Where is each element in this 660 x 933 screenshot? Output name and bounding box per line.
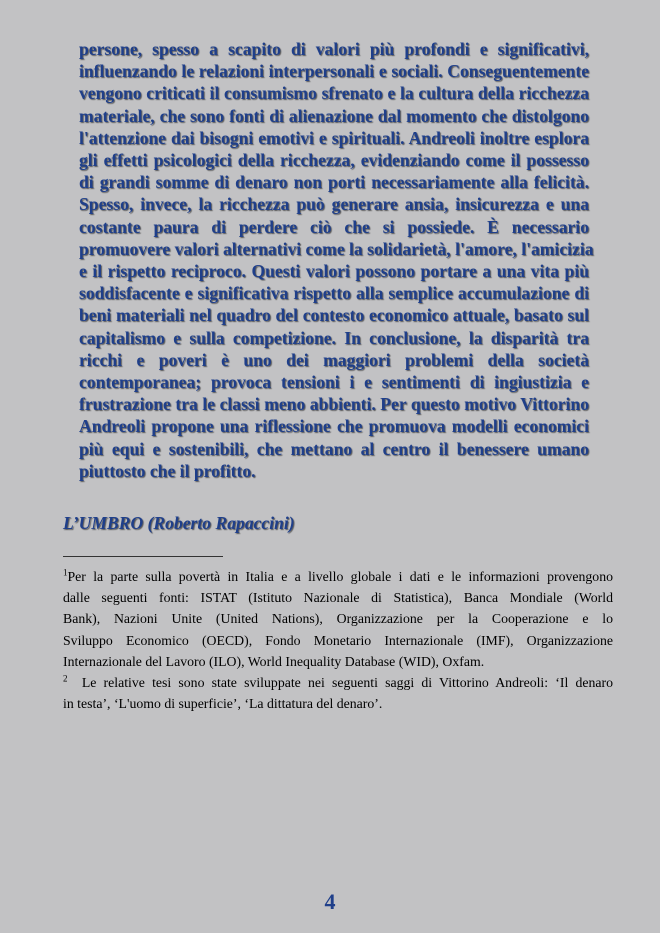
body-line: piuttosto che il profitto. <box>79 460 256 481</box>
footnotes <box>63 566 613 714</box>
body-line: ricchi e poveri è uno dei maggiori problemi della società <box>79 349 589 370</box>
body-line: di grandi somme di denaro non porti necessariamente alla felicità. <box>79 172 589 193</box>
body-line: capitalismo e sulla competizione. In conclusione, la disparità tra <box>79 327 589 348</box>
body-line: soddisfacente e significativa rispetto alla semplice accumulazione di <box>79 283 589 304</box>
footnote-separator <box>63 556 223 557</box>
body-line: costante paura di perdere ciò che si possiede. È necessario <box>79 216 589 237</box>
body-line: Andreoli propone una riflessione che promuova modelli economici <box>79 416 589 437</box>
body-line: frustrazione tra le classi meno abbienti. Per questo motivo Vittorino <box>79 394 589 415</box>
body-text <box>79 38 594 482</box>
footnote-line: Per la parte sulla povertà in Italia e a livello globale i dati e le informazioni provengono <box>67 569 613 584</box>
body-line: gli effetti psicologici della ricchezza, evidenziando come il possesso <box>79 150 589 171</box>
body-line: e il rispetto reciproco. Questi valori possono portare a una vita più <box>79 261 589 282</box>
body-line: influenzando le relazioni interpersonali e sociali. Conseguentemente <box>79 61 589 82</box>
body-line: più equi e sostenibili, che mettano al centro il benessere umano <box>79 438 589 459</box>
body-line: promuovere valori alternativi come la solidarietà, l'amore, l'amicizia <box>79 238 594 259</box>
body-line: materiale, che sono fonti di alienazione dal momento che distolgono <box>79 105 589 126</box>
footnote-2 <box>63 672 613 714</box>
page-number: 4 <box>324 889 336 914</box>
author-signature: L’UMBRO (Roberto Rapaccini) <box>63 513 295 533</box>
body-line: contemporanea; provoca tensioni i e sentimenti di ingiustizia e <box>79 372 589 393</box>
footnote-line: Internazionale del Lavoro (ILO), World Inequality Database (WID), Oxfam. <box>63 653 485 669</box>
body-line: vengono criticati il consumismo sfrenato e la cultura della ricchezza <box>79 83 589 104</box>
footnote-marker: 1 <box>63 567 68 578</box>
footnote-line: Bank), Nazioni Unite (United Nations), Organizzazione per la Cooperazione e lo <box>63 611 613 627</box>
footnote-line: in testa’, ‘L'uomo di superficie’, ‘La dittatura del denaro’. <box>63 696 383 712</box>
body-line: l'attenzione dai bisogni emotivi e spirituali. Andreoli inoltre esplora <box>79 127 589 148</box>
footnote-line: dalle seguenti fonti: ISTAT (Istituto Nazionale di Statistica), Banca Mondiale (World <box>63 590 613 606</box>
footnote-1 <box>63 566 613 672</box>
footnote-line: Sviluppo Economico (OECD), Fondo Monetario Internazionale (IMF), Organizzazione <box>63 632 613 648</box>
body-line: beni materiali nel quadro del contesto economico attuale, basato sul <box>79 305 589 326</box>
footnote-line: Le relative tesi sono state sviluppate nei seguenti saggi di Vittorino Andreoli: ‘Il denaro <box>67 675 613 691</box>
body-line: Spesso, invece, la ricchezza può generare ansia, insicurezza e una <box>79 194 589 215</box>
body-line: persone, spesso a scapito di valori più profondi e significativi, <box>79 39 589 59</box>
footnote-marker: 2 <box>63 673 68 684</box>
